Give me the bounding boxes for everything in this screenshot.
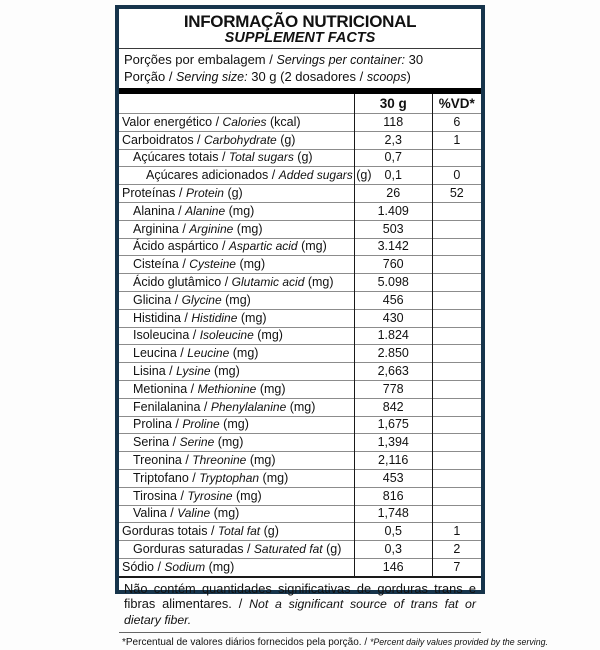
nutrient-row bbox=[119, 131, 481, 149]
label-header bbox=[119, 9, 481, 49]
nutrient-row bbox=[119, 452, 481, 470]
nutrient-dv bbox=[432, 345, 481, 363]
nutrient-row bbox=[119, 185, 481, 203]
nutrient-amount: 1.409 bbox=[354, 202, 432, 220]
nutrient-dv bbox=[432, 256, 481, 274]
nutrient-name: Ácido aspártico / Aspartic acid (mg) bbox=[119, 238, 354, 256]
nutrient-amount: 456 bbox=[354, 291, 432, 309]
nutrient-name: Leucina / Leucine (mg) bbox=[119, 345, 354, 363]
nutrient-dv: 1 bbox=[432, 523, 481, 541]
nutrient-name: Ácido glutâmico / Glutamic acid (mg) bbox=[119, 274, 354, 292]
nutrient-row bbox=[119, 291, 481, 309]
nutrient-dv bbox=[432, 274, 481, 292]
nutrient-name: Açúcares totais / Total sugars (g) bbox=[119, 149, 354, 167]
nutrient-dv: 52 bbox=[432, 185, 481, 203]
nutrient-name: Alanina / Alanine (mg) bbox=[119, 202, 354, 220]
nutrient-dv bbox=[432, 238, 481, 256]
nutrient-dv: 6 bbox=[432, 114, 481, 132]
nutrient-amount: 760 bbox=[354, 256, 432, 274]
serving-info bbox=[119, 49, 481, 94]
nutrient-name: Arginina / Arginine (mg) bbox=[119, 220, 354, 238]
nutrient-name: Valor energético / Calories (kcal) bbox=[119, 114, 354, 132]
facts-table-body bbox=[119, 94, 481, 576]
serving-size: Porção / Serving size: 30 g (2 dosadores / scoops) bbox=[124, 68, 411, 84]
nutrient-row bbox=[119, 398, 481, 416]
nutrient-name: Cisteína / Cysteine (mg) bbox=[119, 256, 354, 274]
nutrient-name: Gorduras saturadas / Saturated fat (g) bbox=[119, 541, 354, 559]
nutrient-dv bbox=[432, 220, 481, 238]
nutrient-dv bbox=[432, 469, 481, 487]
nutrient-amount: 2,663 bbox=[354, 363, 432, 381]
nutrient-name: Metionina / Methionine (mg) bbox=[119, 380, 354, 398]
servings-per-container: Porções por embalagem / Servings per container: 30 bbox=[124, 52, 424, 67]
nutrient-row bbox=[119, 309, 481, 327]
nutrient-name: Fenilalanina / Phenylalanine (mg) bbox=[119, 398, 354, 416]
nutrient-row bbox=[119, 505, 481, 523]
nutrient-row bbox=[119, 363, 481, 381]
nutrient-dv bbox=[432, 291, 481, 309]
nutrient-amount: 118 bbox=[354, 114, 432, 132]
facts-table bbox=[119, 94, 481, 576]
column-header-empty bbox=[119, 94, 354, 114]
nutrient-amount: 0,1 bbox=[354, 167, 432, 185]
nutrient-row bbox=[119, 434, 481, 452]
nutrient-amount: 1.824 bbox=[354, 327, 432, 345]
nutrient-dv bbox=[432, 452, 481, 470]
nutrient-row bbox=[119, 541, 481, 559]
nutrient-row bbox=[119, 256, 481, 274]
nutrient-amount: 453 bbox=[354, 469, 432, 487]
nutrient-row bbox=[119, 523, 481, 541]
nutrient-amount: 2.850 bbox=[354, 345, 432, 363]
nutrient-dv: 0 bbox=[432, 167, 481, 185]
nutrient-amount: 2,3 bbox=[354, 131, 432, 149]
nutrient-amount: 503 bbox=[354, 220, 432, 238]
nutrient-row bbox=[119, 167, 481, 185]
nutrient-amount: 26 bbox=[354, 185, 432, 203]
nutrient-name: Serina / Serine (mg) bbox=[119, 434, 354, 452]
nutrient-amount: 778 bbox=[354, 380, 432, 398]
nutrient-dv: 1 bbox=[432, 131, 481, 149]
nutrient-dv bbox=[432, 327, 481, 345]
nutrient-row bbox=[119, 220, 481, 238]
nutrient-row bbox=[119, 469, 481, 487]
nutrient-amount: 842 bbox=[354, 398, 432, 416]
nutrient-dv bbox=[432, 487, 481, 505]
nutrient-name: Glicina / Glycine (mg) bbox=[119, 291, 354, 309]
nutrition-label bbox=[115, 5, 548, 648]
nutrient-amount: 5.098 bbox=[354, 274, 432, 292]
nutrient-name: Treonina / Threonine (mg) bbox=[119, 452, 354, 470]
nutrient-name: Triptofano / Tryptophan (mg) bbox=[119, 469, 354, 487]
nutrient-row bbox=[119, 149, 481, 167]
nutrient-amount: 0,3 bbox=[354, 541, 432, 559]
nutrient-row bbox=[119, 487, 481, 505]
footnote: *Percentual de valores diários fornecidos pela porção. / *Percent daily values provided by the serving. bbox=[119, 632, 481, 650]
nutrient-dv bbox=[432, 202, 481, 220]
nutrient-amount: 2,116 bbox=[354, 452, 432, 470]
nutrient-name: Histidina / Histidine (mg) bbox=[119, 309, 354, 327]
nutrient-name: Gorduras totais / Total fat (g) bbox=[119, 523, 354, 541]
nutrient-row bbox=[119, 327, 481, 345]
nutrient-name: Isoleucina / Isoleucine (mg) bbox=[119, 327, 354, 345]
nutrient-dv bbox=[432, 505, 481, 523]
nutrient-name: Proteínas / Protein (g) bbox=[119, 185, 354, 203]
nutrient-amount: 1,394 bbox=[354, 434, 432, 452]
column-header-row bbox=[119, 94, 481, 114]
nutrient-name: Carboidratos / Carbohydrate (g) bbox=[119, 131, 354, 149]
nutrient-amount: 146 bbox=[354, 558, 432, 575]
nutrient-dv: 7 bbox=[432, 558, 481, 575]
nutrient-dv bbox=[432, 434, 481, 452]
nutrient-row bbox=[119, 380, 481, 398]
nutrient-dv bbox=[432, 398, 481, 416]
nutrient-name: Lisina / Lysine (mg) bbox=[119, 363, 354, 381]
nutrient-name: Sódio / Sodium (mg) bbox=[119, 558, 354, 575]
nutrient-dv bbox=[432, 309, 481, 327]
nutrient-name: Prolina / Proline (mg) bbox=[119, 416, 354, 434]
nutrient-amount: 816 bbox=[354, 487, 432, 505]
nutrient-amount: 1,675 bbox=[354, 416, 432, 434]
nutrient-name: Valina / Valine (mg) bbox=[119, 505, 354, 523]
nutrient-amount: 0,5 bbox=[354, 523, 432, 541]
label-subtitle: SUPPLEMENT FACTS bbox=[224, 30, 376, 46]
nutrient-row bbox=[119, 345, 481, 363]
disclaimer: Não contém quantidades significativas de gorduras trans e fibras alimentares. / Not a significant source of trans fat or dietary fiber. bbox=[119, 576, 481, 632]
nutrient-row bbox=[119, 274, 481, 292]
nutrient-row bbox=[119, 238, 481, 256]
nutrient-dv bbox=[432, 416, 481, 434]
nutrient-dv: 2 bbox=[432, 541, 481, 559]
nutrient-dv bbox=[432, 149, 481, 167]
nutrient-name: Tirosina / Tyrosine (mg) bbox=[119, 487, 354, 505]
nutrient-row bbox=[119, 114, 481, 132]
nutrient-amount: 1,748 bbox=[354, 505, 432, 523]
nutrient-amount: 0,7 bbox=[354, 149, 432, 167]
label-title: INFORMAÇÃO NUTRICIONAL bbox=[183, 12, 417, 31]
nutrient-row bbox=[119, 202, 481, 220]
nutrient-row bbox=[119, 416, 481, 434]
nutrient-dv bbox=[432, 363, 481, 381]
nutrient-amount: 430 bbox=[354, 309, 432, 327]
nutrient-amount: 3.142 bbox=[354, 238, 432, 256]
nutrient-name: Açúcares adicionados / Added sugars (g) bbox=[119, 167, 354, 185]
nutrient-row bbox=[119, 558, 481, 575]
column-header-amount: 30 g bbox=[354, 94, 432, 114]
column-header-dv: %VD* bbox=[432, 94, 481, 114]
nutrient-dv bbox=[432, 380, 481, 398]
